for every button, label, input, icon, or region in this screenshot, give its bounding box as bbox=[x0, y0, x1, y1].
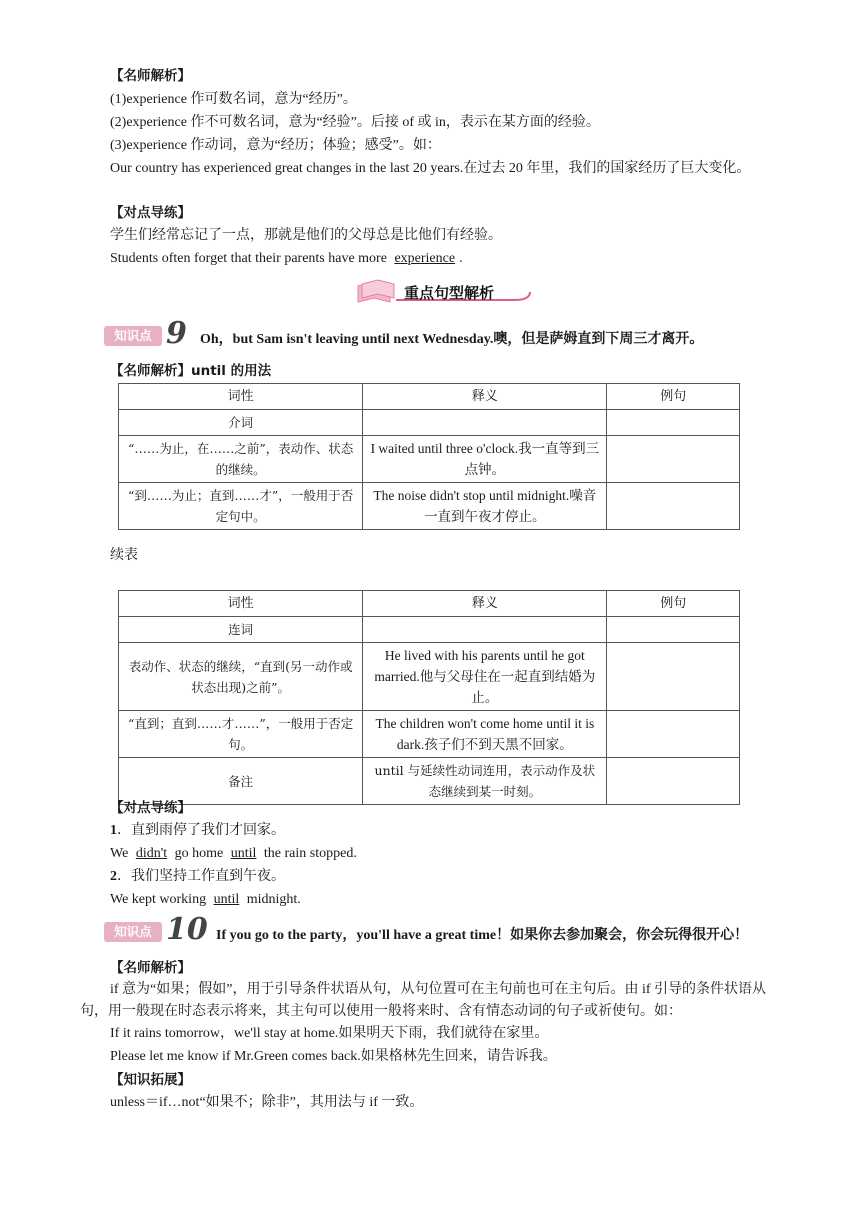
knowledge-point-label: 知识点 bbox=[104, 922, 162, 942]
table-cell bbox=[363, 410, 607, 436]
table-cell bbox=[607, 643, 740, 711]
table-cell bbox=[607, 410, 740, 436]
sentence-part: the rain stopped. bbox=[260, 846, 357, 861]
table-cell: The children won't come home until it is dark.孩子们不到天黑不回家。 bbox=[363, 711, 607, 758]
table-cell: The noise didn't stop until midnight.噪音一直到午夜才停止。 bbox=[363, 483, 607, 530]
table-cell bbox=[607, 436, 740, 483]
if-example-2: Please let me know if Mr.Green comes back.如果格林先生回来，请告诉我。 bbox=[110, 1049, 557, 1064]
banner-title: 重点句型解析 bbox=[404, 284, 495, 302]
knowledge-point-number: 9 bbox=[166, 316, 187, 351]
table-cell: “到……为止；直到……才”，一般用于否定句中。 bbox=[119, 483, 363, 530]
question-text: 直到雨停了我们才回家。 bbox=[131, 823, 285, 838]
question-number: 1 bbox=[110, 823, 117, 838]
knowledge-point-title: Oh，but Sam isn't leaving until next Wednesday.噢，但是萨姆直到下周三才离开。 bbox=[200, 332, 704, 347]
col-header-pos: 词性 bbox=[119, 384, 363, 410]
practice-chinese: 学生们经常忘记了一点，那就是他们的父母总是比他们有经验。 bbox=[110, 228, 502, 243]
until-usage-heading: 【名师解析】until 的用法 bbox=[110, 363, 272, 379]
table-cell: 表动作、状态的继续，“直到(另一动作或状态出现)之前”。 bbox=[119, 643, 363, 711]
analysis-heading: 【名师解析】 bbox=[110, 68, 191, 84]
table-cell: I waited until three o'clock.我一直等到三点钟。 bbox=[363, 436, 607, 483]
sentence-part: We bbox=[110, 846, 132, 861]
knowledge-point-title: If you go to the party，you'll have a great time！如果你去参加聚会，你会玩得很开心！ bbox=[216, 928, 749, 943]
sentence-start: Students often forget that their parents have more bbox=[110, 251, 391, 266]
sentence-part: go home bbox=[171, 846, 227, 861]
question-2-chinese: 2．我们坚持工作直到午夜。 bbox=[110, 869, 285, 884]
table-cell: 备注 bbox=[119, 758, 363, 805]
table-cell bbox=[607, 483, 740, 530]
table-cell: “直到；直到……才……”，一般用于否定句。 bbox=[119, 711, 363, 758]
col-header-pos: 词性 bbox=[119, 591, 363, 617]
answer-blank: until bbox=[230, 846, 257, 861]
table-cell bbox=[607, 758, 740, 805]
table-cell: 连词 bbox=[119, 617, 363, 643]
practice-heading: 【对点导练】 bbox=[110, 205, 191, 221]
if-explanation: if 意为“如果；假如”，用于引导条件状语从句，从句位置可在主句前也可在主句后。由 if 引导的条件状语从句，用一般现在时态表示将来，其主句可以使用一般将来时、含有情态动词的句子或祈使句。如： bbox=[80, 982, 767, 1019]
sentence-part: We kept working bbox=[110, 892, 210, 907]
section-banner bbox=[354, 276, 534, 308]
col-header-example: 例句 bbox=[607, 384, 740, 410]
question-2-sentence bbox=[110, 890, 301, 910]
table-cell bbox=[607, 617, 740, 643]
table-cell: until 与延续性动词连用，表示动作及状态继续到某一时刻。 bbox=[363, 758, 607, 805]
table-continued-label: 续表 bbox=[110, 548, 138, 563]
table-cell bbox=[607, 711, 740, 758]
knowledge-point-label: 知识点 bbox=[104, 326, 162, 346]
col-header-meaning: 释义 bbox=[363, 384, 607, 410]
table-cell bbox=[363, 617, 607, 643]
table-cell: 介词 bbox=[119, 410, 363, 436]
until-table-part1 bbox=[118, 383, 740, 530]
table-cell: He lived with his parents until he got married.他与父母住在一起直到结婚为止。 bbox=[363, 643, 607, 711]
practice-sentence bbox=[110, 249, 463, 269]
practice-heading-9: 【对点导练】 bbox=[110, 800, 191, 816]
analysis-example: Our country has experienced great changes in the last 20 years.在过去 20 年里，我们的国家经历了巨大变化。 bbox=[110, 161, 751, 176]
knowledge-point-number: 10 bbox=[166, 912, 208, 947]
analysis-line-1: (1)experience 作可数名词，意为“经历”。 bbox=[110, 92, 357, 107]
analysis-line-3: (3)experience 作动词，意为“经历；体验；感受”。如： bbox=[110, 138, 441, 153]
col-header-example: 例句 bbox=[607, 591, 740, 617]
question-text: 我们坚持工作直到午夜。 bbox=[131, 869, 285, 884]
analysis-heading-10: 【名师解析】 bbox=[110, 960, 191, 976]
answer-blank: experience bbox=[394, 251, 456, 266]
sentence-end: . bbox=[459, 251, 463, 266]
extension-text: unless＝if…not“如果不；除非”，其用法与 if 一致。 bbox=[110, 1095, 424, 1110]
question-1-sentence bbox=[110, 844, 357, 864]
if-example-1: If it rains tomorrow，we'll stay at home.如果明天下雨，我们就待在家里。 bbox=[110, 1026, 549, 1041]
col-header-meaning: 释义 bbox=[363, 591, 607, 617]
question-1-chinese: 1．直到雨停了我们才回家。 bbox=[110, 823, 285, 838]
extension-heading: 【知识拓展】 bbox=[110, 1072, 191, 1088]
answer-blank: didn't bbox=[135, 846, 168, 861]
question-number: 2 bbox=[110, 869, 117, 884]
until-table-part2 bbox=[118, 590, 740, 805]
sentence-part: midnight. bbox=[243, 892, 301, 907]
answer-blank: until bbox=[213, 892, 240, 907]
analysis-line-2: (2)experience 作不可数名词，意为“经验”。后接 of 或 in，表示在某方面的经验。 bbox=[110, 115, 600, 130]
table-cell: “……为止，在……之前”，表动作、状态的继续。 bbox=[119, 436, 363, 483]
